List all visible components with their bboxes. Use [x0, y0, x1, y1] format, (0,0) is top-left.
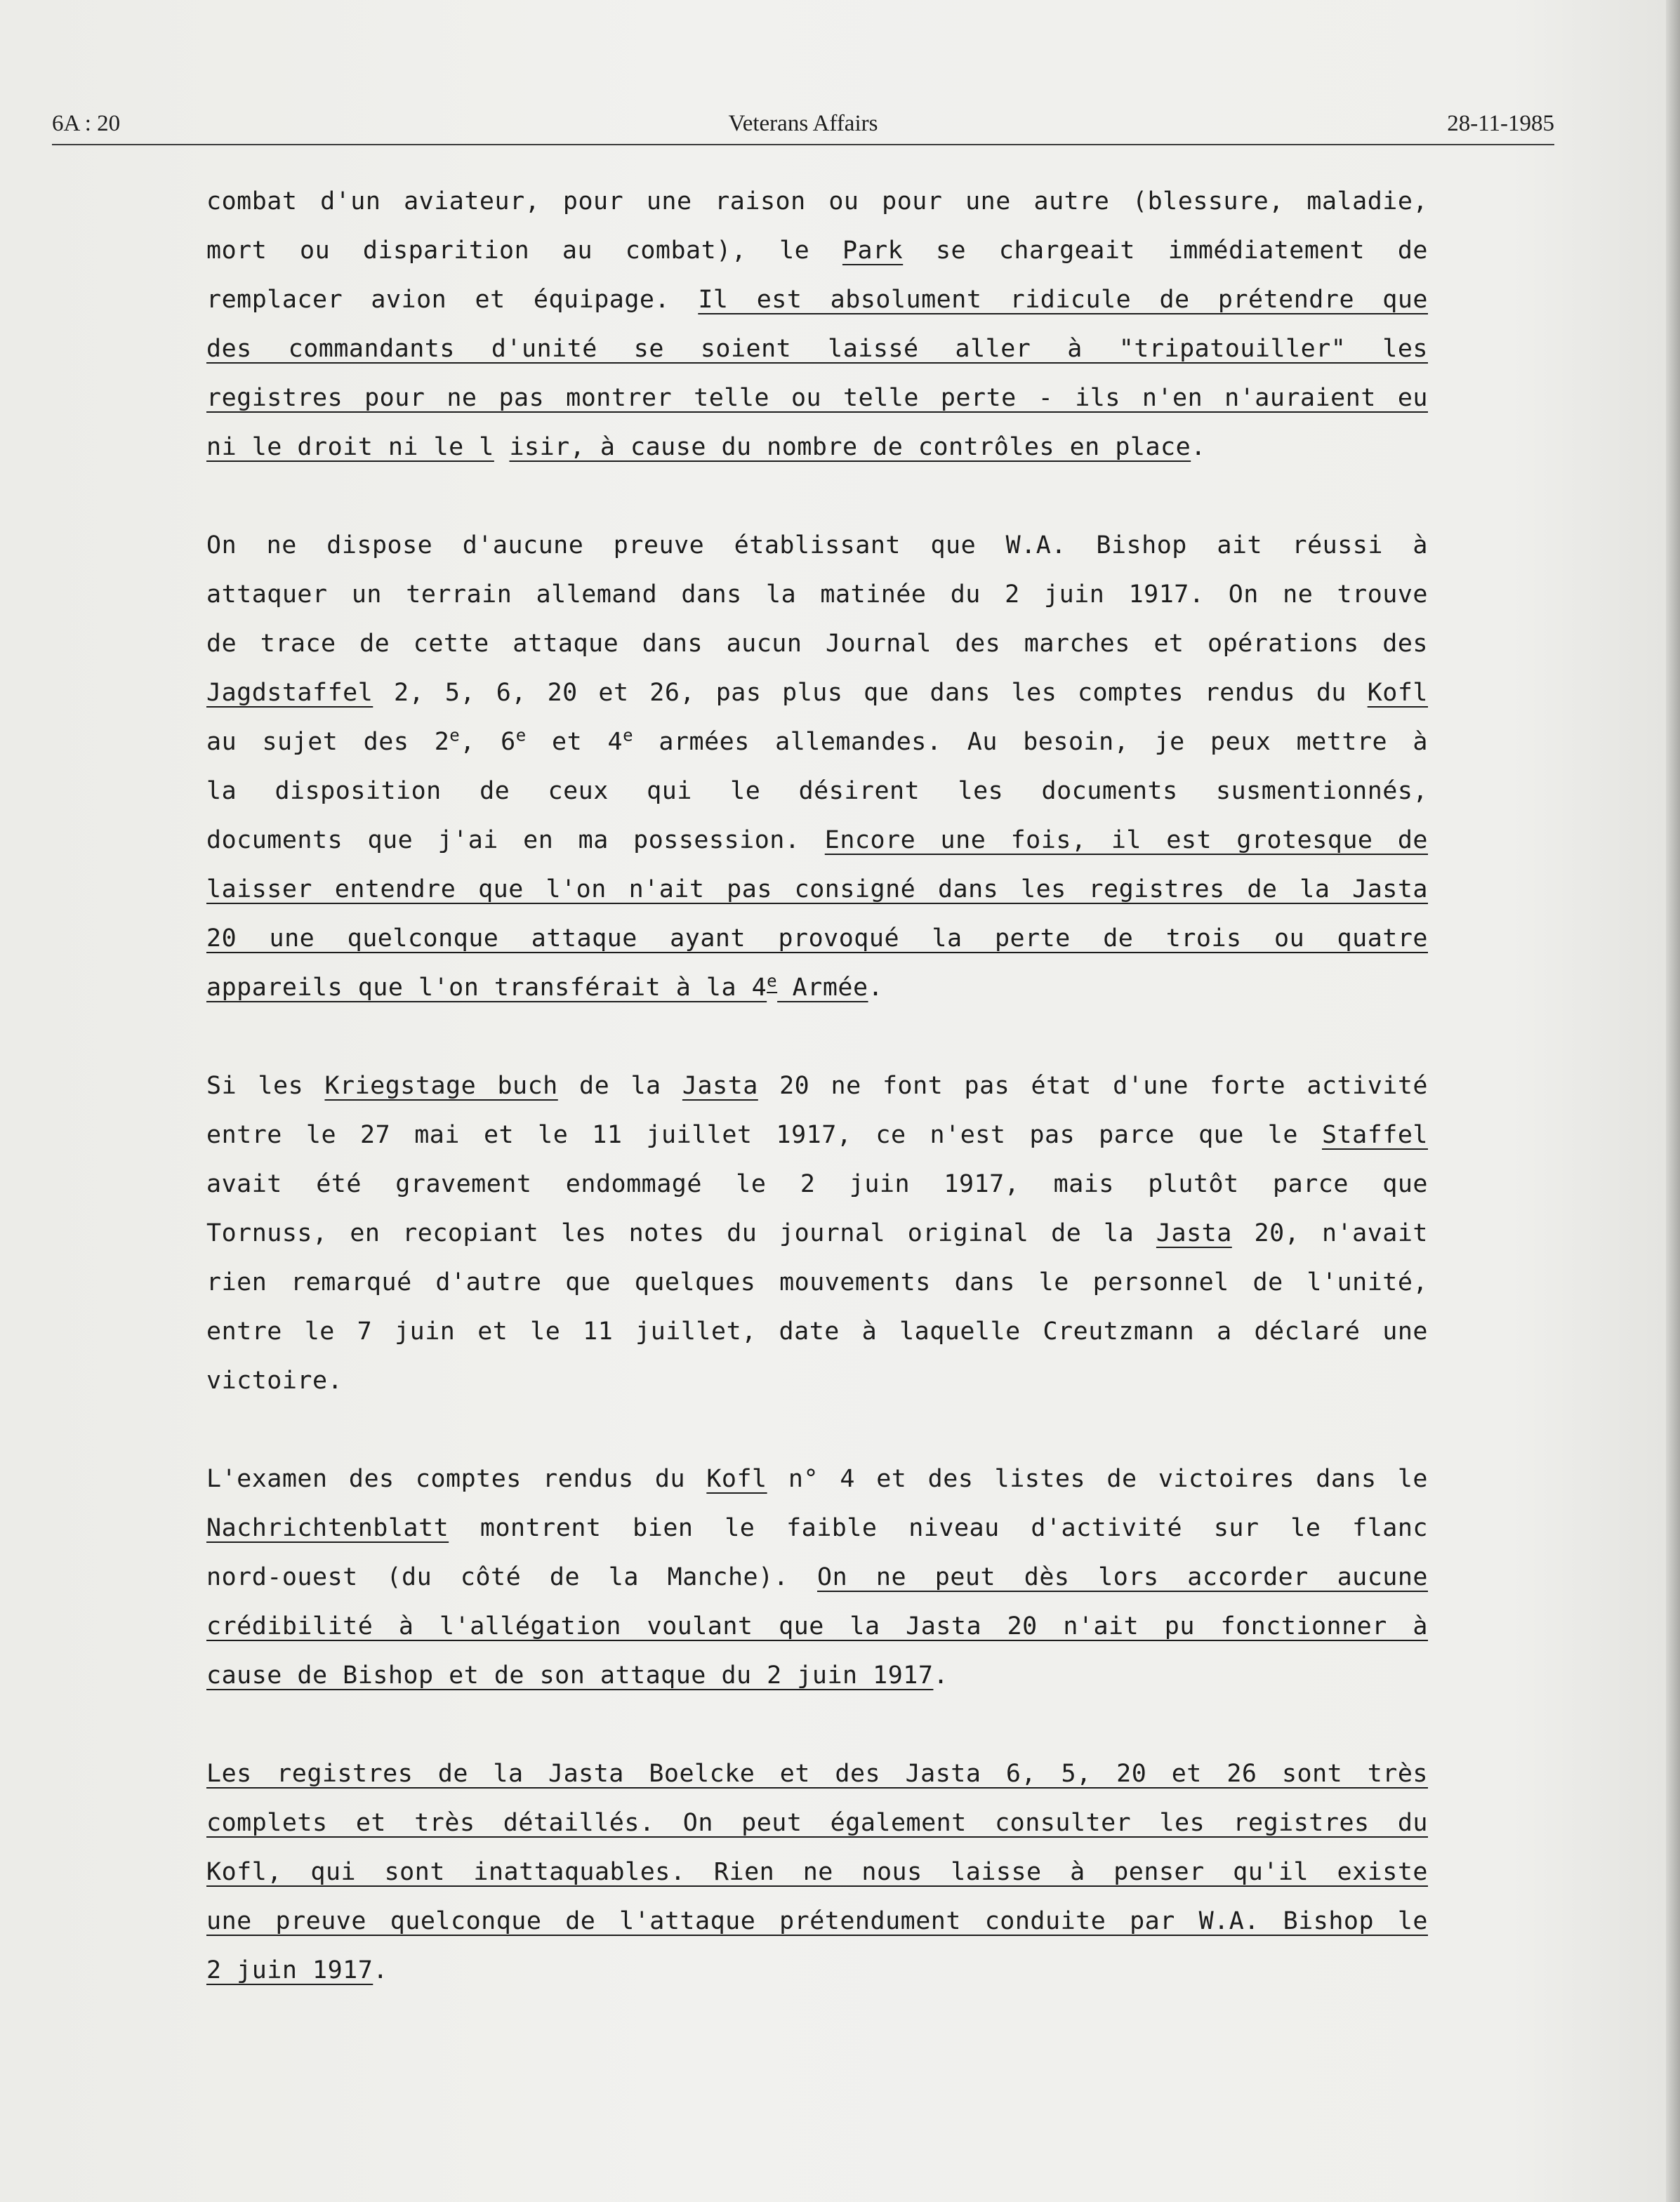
text-line [206, 1651, 1428, 1700]
text-line [206, 1553, 1428, 1602]
text-line [206, 324, 1428, 373]
text-run: Si les [206, 1072, 325, 1100]
text-run: de trace de cette attaque dans aucun Journal des marches et opérations des [206, 630, 1428, 658]
underlined-text: Kofl [706, 1465, 767, 1493]
text-line [206, 1160, 1428, 1209]
paragraph-gap [206, 472, 1428, 521]
text-line [206, 570, 1428, 619]
text-line [206, 1798, 1428, 1848]
text-run: montrent bien le faible niveau d'activité sur le flanc [449, 1514, 1428, 1542]
underlined-text: Kofl [1367, 679, 1428, 707]
page-date: 28-11-1985 [1447, 111, 1554, 136]
underlined-text: une preuve quelconque de l'attaque prétendument conduite par W.A. Bishop le [206, 1907, 1428, 1935]
text-line [206, 373, 1428, 423]
text-run: avait été gravement endommagé le 2 juin 1917, mais plutôt parce que [206, 1170, 1428, 1198]
text-run: se chargeait immédiatement de [903, 237, 1429, 265]
text-line [206, 914, 1428, 963]
text-run: armées allemandes. Au besoin, je peux mettre à [633, 728, 1429, 756]
text-line [206, 668, 1428, 717]
underlined-text: 2 juin 1917 [206, 1956, 373, 1984]
text-run: On ne dispose d'aucune preuve établissant que W.A. Bishop ait réussi à [206, 531, 1428, 559]
underlined-text: Armée [777, 974, 868, 1002]
text-line [206, 1454, 1428, 1504]
text-run: mort ou disparition au combat), le [206, 237, 842, 265]
text-run: . [933, 1662, 949, 1690]
page-header [52, 105, 1554, 147]
text-run: nord-ouest (du côté de la Manche). [206, 1563, 817, 1591]
underlined-text: Les registres de la Jasta Boelcke et des Jasta 6, 5, 20 et 26 sont très [206, 1760, 1428, 1788]
text-line [206, 767, 1428, 816]
paragraph [206, 1061, 1428, 1405]
underlined-text: Jasta [682, 1072, 758, 1100]
text-run: 2, 5, 6, 20 et 26, pas plus que dans les comptes rendus du [373, 679, 1368, 707]
underlined-text: On ne peut dès lors accorder aucune [817, 1563, 1428, 1591]
text-line [206, 1897, 1428, 1946]
paragraph-gap [206, 1700, 1428, 1749]
text-line [206, 226, 1428, 275]
text-line [206, 1356, 1428, 1405]
header-rule [52, 144, 1554, 145]
text-run: entre le 27 mai et le 11 juillet 1917, ce n'est pas parce que le [206, 1121, 1322, 1149]
text-line [206, 521, 1428, 570]
text-run: au sujet des 2 [206, 728, 450, 756]
text-run: , 6 [460, 728, 516, 756]
underlined-text: Kofl, qui sont inattaquables. Rien ne nous laisse à penser qu'il existe [206, 1858, 1428, 1886]
text-line [206, 1749, 1428, 1798]
text-run: L'examen des comptes rendus du [206, 1465, 707, 1493]
text-line [206, 1258, 1428, 1307]
underlined-text: Kriegstage buch [324, 1072, 558, 1100]
text-run: entre le 7 juin et le 11 juillet, date à laquelle Creutzmann a déclaré une [206, 1318, 1428, 1346]
page-number: 6A : 20 [52, 111, 121, 136]
text-run: 20 ne font pas état d'une forte activité [758, 1072, 1428, 1100]
text-run: remplacer avion et équipage. [206, 286, 699, 314]
text-line [206, 275, 1428, 324]
text-run: documents que j'ai en ma possession. [206, 826, 825, 854]
text-run: . [373, 1956, 388, 1984]
text-run: la disposition de ceux qui le désirent les documents susmentionnés, [206, 777, 1428, 805]
underlined-text: Jasta [1156, 1219, 1232, 1247]
text-run: . [868, 974, 884, 1002]
underlined-text: ni le droit ni le l [206, 433, 494, 461]
text-line [206, 717, 1428, 767]
underlined-text: cause de Bishop et de son attaque du 2 juin 1917 [206, 1662, 934, 1690]
superscript: e [515, 725, 527, 745]
paragraph [206, 1749, 1428, 1995]
text-run: n° 4 et des listes de victoires dans le [767, 1465, 1429, 1493]
text-run [494, 433, 510, 461]
underlined-text: complets et très détaillés. On peut également consulter les registres du [206, 1809, 1428, 1837]
text-line [206, 1848, 1428, 1897]
paragraph [206, 521, 1428, 1012]
text-line [206, 1307, 1428, 1356]
paragraph [206, 177, 1428, 472]
text-line [206, 1504, 1428, 1553]
text-run: victoire. [206, 1367, 343, 1395]
superscript: e [767, 971, 778, 991]
text-line [206, 619, 1428, 668]
text-line [206, 1602, 1428, 1651]
superscript: e [449, 725, 461, 745]
text-line [206, 177, 1428, 226]
underlined-text: 20 une quelconque attaque ayant provoqué la perte de trois ou quatre [206, 924, 1428, 953]
underlined-text: Staffel [1321, 1121, 1428, 1149]
text-line [206, 1946, 1428, 1995]
underlined-text: Park [842, 237, 904, 265]
text-line [206, 1209, 1428, 1258]
underlined-text: registres pour ne pas montrer telle ou telle perte - ils n'en n'auraient eu [206, 384, 1428, 412]
text-run: 20, n'avait [1231, 1219, 1428, 1247]
text-line [206, 816, 1428, 865]
text-line [206, 1110, 1428, 1160]
text-run: Tornuss, en recopiant les notes du journal original de la [206, 1219, 1156, 1247]
text-line [206, 963, 1428, 1012]
paragraph-gap [206, 1012, 1428, 1061]
paragraph-gap [206, 1405, 1428, 1454]
underlined-text: laisser entendre que l'on n'ait pas consigné dans les registres de la Jasta [206, 875, 1428, 903]
publication-title: Veterans Affairs [728, 111, 878, 136]
underlined-text: Il est absolument ridicule de prétendre que [698, 286, 1428, 314]
text-line [206, 1061, 1428, 1110]
paragraph [206, 1454, 1428, 1700]
text-line [206, 865, 1428, 914]
text-run: combat d'un aviateur, pour une raison ou pour une autre (blessure, maladie, [206, 187, 1428, 215]
text-run: de la [557, 1072, 682, 1100]
document-body [206, 177, 1428, 1995]
underlined-text: Jagdstaffel [206, 679, 373, 707]
underlined-text: appareils que l'on transférait à la 4 [206, 974, 767, 1002]
underlined-text: crédibilité à l'allégation voulant que la Jasta 20 n'ait pu fonctionner à [206, 1612, 1428, 1640]
underlined-text: isir, à cause du nombre de contrôles en place [509, 433, 1191, 461]
underlined-text: Nachrichtenblatt [206, 1514, 449, 1542]
text-run: . [1191, 433, 1206, 461]
text-run: et 4 [526, 728, 623, 756]
binding-edge [1666, 0, 1680, 2202]
underlined-text: Encore une fois, il est grotesque de [824, 826, 1428, 854]
text-run: rien remarqué d'autre que quelques mouvements dans le personnel de l'unité, [206, 1268, 1428, 1296]
underlined-text: des commandants d'unité se soient laissé aller à "tripatouiller" les [206, 335, 1428, 363]
superscript: e [623, 725, 634, 745]
text-run: attaquer un terrain allemand dans la matinée du 2 juin 1917. On ne trouve [206, 581, 1428, 609]
text-line [206, 423, 1428, 472]
